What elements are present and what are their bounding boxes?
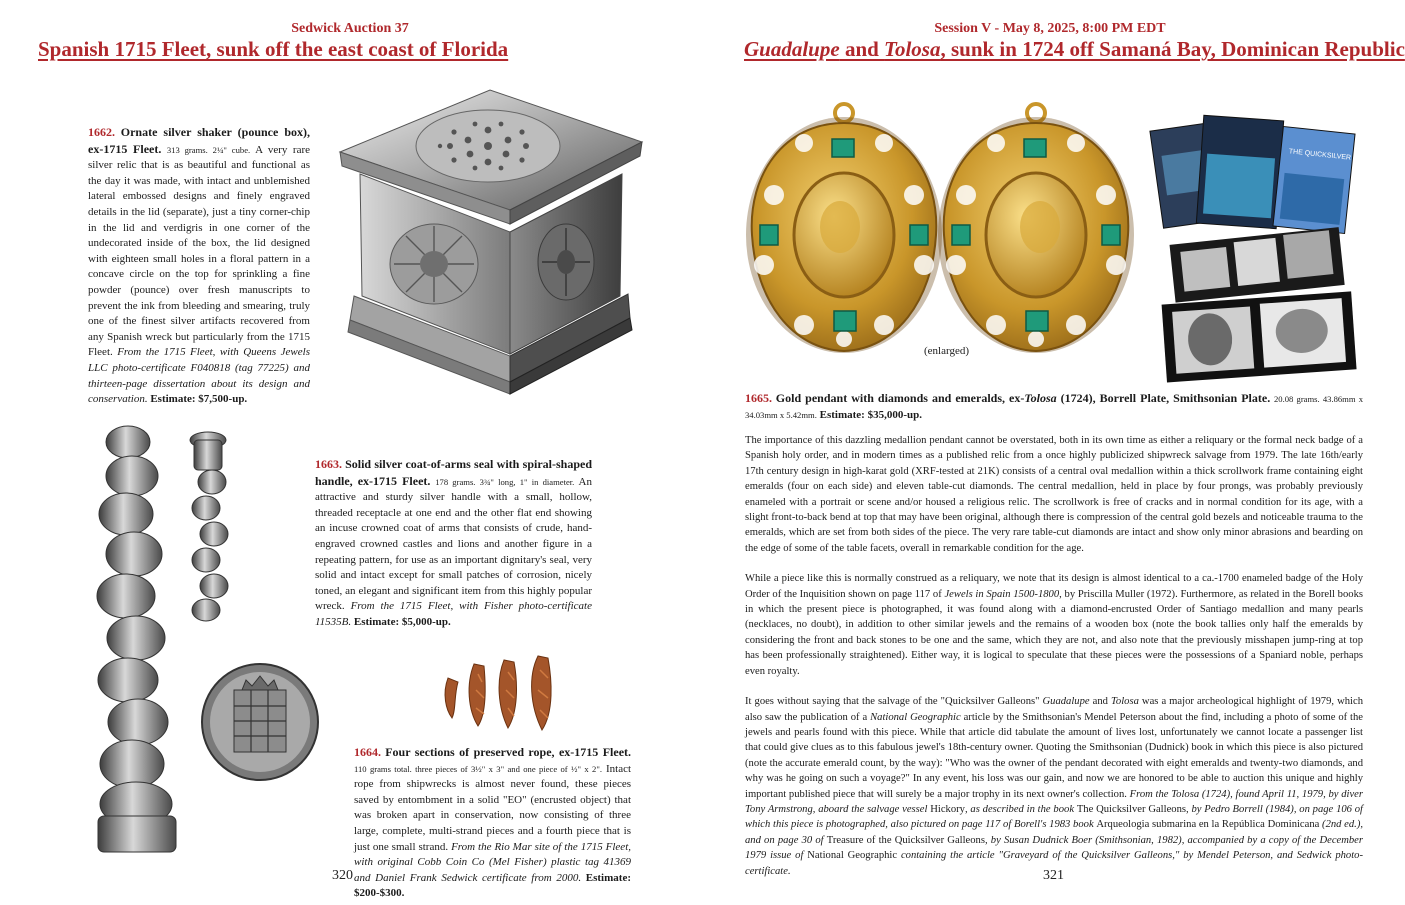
lot-provenance: From the Rio Mar site of the 1715 Fleet, with original Cobb Coin Co (Mel Fisher) plastic tag 41369 and Daniel Frank Sedwick certificate from 2000. — [354, 840, 631, 884]
ship-name: Guadalupe — [744, 37, 840, 61]
lot-1662-description — [88, 125, 310, 408]
ship-name: Tolosa — [884, 37, 941, 61]
page-number: 321 — [1043, 868, 1064, 883]
gold-pendant-images — [744, 100, 1142, 370]
pendant-back — [938, 104, 1134, 353]
lot-estimate: Estimate: $5,000-up. — [353, 615, 451, 628]
page-321 — [700, 0, 1405, 905]
auction-kicker: Sedwick Auction 37 — [291, 21, 409, 36]
open-book-photos — [1162, 227, 1357, 382]
headline-rest: , sunk in 1724 off Samaná Bay, Dominican Republic — [940, 37, 1405, 61]
lot-title: Four sections of preserved rope, ex-1715 Fleet. — [385, 745, 632, 759]
lot-1664-description — [354, 745, 631, 902]
lot-title: Solid silver coat-of-arms seal with spiral-shaped handle, ex-1715 Fleet. — [315, 457, 593, 488]
lot-estimate: Estimate: $7,500-up. — [150, 393, 248, 406]
essay-paragraph-1: The importance of this dazzling medallion pendant cannot be overstated, both in its own time as either a reliquary or the formal neck badge of a Spanish holy order, and in modern times as a published relic from a once highly publicized shipwreck salvage from 1979. The late 16th/early 17th century design in high-karat gold (XRF-tested at 21K) consists of a central oval medallion within a thick scrollwork frame containing eight emeralds (four on each side) and eleven table-cut diamonds. The central medallion, held in place by four prongs, was probably previously enameled with a portrait or scene and/or housed a religious relic. The scrollwork is free of cracks and in normal condition for its age, with a slight front-to-back bend at top that may have been original, although there is compression of the central gold bezels and noticeable trauma to the emeralds, which are set from both sides of the piece. The very rare table-cut diamonds are intact and show only minor abrasions and bearding on the edge of some of the table facets, overall in remarkable condition for the age. — [745, 435, 1363, 554]
lot-weight: 110 grams total. three pieces of 3½" x 3" and one piece of ½" x 2". — [354, 763, 602, 774]
lot-1663-description — [315, 457, 592, 631]
lot-provenance: From the 1715 Fleet, with Queens Jewels LLC photo-certificate F040818 (tag 77225) and thirteen-page dissertation about its design and conservation. — [88, 346, 310, 406]
essay-paragraph-3: It goes without saying that the salvage of the "Quicksilver Galleons" Guadalupe and Tolosa was a major archeological highlight of 1979, which also saw the publication of a National Geographic article by the Smithsonian's Mendel Peterson about the find, including a photo of some of the jewels and pearls found with this piece. While that article did tabulate the amount of lives lost, unfortunately we cannot locate a passenger list that could give clues as to this fabulous jewel's 18th-century owner. Quoting the Smithsonian (Dudnick) book in which this piece is also pictured (note the accurate emerald count, by the way): "Who was the owner of the pendant decorated with eight emeralds and twenty-two diamonds, and why was he going on such a voyage?" In any event, his loss was our gain, and now we are honored to be able to auction this unique and highly important published piece that will surely be a major trophy in its next owner's collection. From the Tolosa (1724), found April 11, 1979, by diver Tony Armstrong, aboard the salvage vessel Hickory, as described in the book The Quicksilver Galleons, by Pedro Borrell (1984), on page 106 of which this piece is photographed, also pictured on page 117 of Borell's 1983 book Arqueologia submarina en la República Dominicana (2nd ed.), and on page 30 of Treasure of the Quicksilver Galleons, by Susan Dudnick Boer (Smithsonian, 1982), accompanied by a copy of the December 1979 issue of National Geographic containing the article "Graveyard of the Quicksilver Galleons," by Mendel Peterson, and Sedwick photo-certificate. — [745, 696, 1364, 877]
reference-books-image — [1150, 112, 1391, 380]
page-320 — [0, 0, 700, 905]
lot-body: A very rare silver relic that is as beautiful and functional as the day it was made, with intact and unblemished lateral embossed designs and finely engraved details in the lid (separate), just a tiny corner-chip in the lid and verdigris in one corner of the undecorated inside of the box, the lid designed with eighteen small holes in a floral pattern in a concave circle on the top for sprinkling a fine powder (pounce) over fresh manuscripts to prevent the ink from bleeding and smearing, truly one of the finest silver artifacts recovered from any Spanish wreck but particularly from the 1715 Fleet. — [88, 143, 311, 359]
lot-number: 1662. — [88, 125, 115, 139]
lot-1665-header — [745, 391, 1363, 423]
lot-1665-essay — [745, 433, 1363, 894]
lot-weight: 20.08 grams. 43.86mm x 34.03mm x 5.42mm. — [745, 394, 1364, 420]
lot-number: 1665. — [745, 391, 772, 405]
lot-title: Gold pendant with diamonds and emeralds, ex-Tolosa (1724), Borrell Plate, Smithsonian Plate. — [775, 391, 1271, 405]
lot-estimate: Estimate: $35,000-up. — [819, 408, 922, 421]
page-number: 320 — [332, 868, 353, 883]
lot-body: Intact rope from shipwrecks is almost never found, these pieces saved by entombment in a solid "EO" (encrusted object) that was broken apart in conservation, now consisting of three large, complete, multi-strand pieces and a fourth piece that is just one small strand. — [354, 762, 632, 853]
headline-and: and — [839, 37, 885, 61]
lot-weight: 313 grams. 2¼" cube. — [166, 144, 251, 155]
lot-weight: 178 grams. 3¾" long, 1" in diameter. — [435, 476, 575, 487]
lot-title: Ornate silver shaker (pounce box), ex-1715 Fleet. — [88, 125, 311, 156]
image-caption: (enlarged) — [924, 345, 969, 357]
lot-provenance: From the 1715 Fleet, with Fisher photo-certificate 11535B. — [315, 600, 592, 628]
book-cover-title: THE QUICKSILVER GALLEONS — [1288, 148, 1391, 166]
lot-body: An attractive and sturdy silver handle with a small, hollow, threaded receptacle at one end and the other flat end showing an incuse crowned coat of arms that consists of crude, hand-engraved crowned castles and lions and another figure in a repeating pattern, for use as an important dignitary's seal, very solid and intact except for small patches of corrosion, nicely toned, an elegant and significant item from this highly popular wreck. — [315, 475, 592, 613]
lot-estimate: Estimate: $200-$300. — [354, 871, 631, 900]
preserved-rope-image — [438, 650, 578, 735]
lot-number: 1663. — [315, 457, 342, 471]
spiral-seal-handle-image — [80, 420, 280, 870]
silver-pounce-box-image — [330, 82, 650, 404]
page-headline-1715-fleet: Spanish 1715 Fleet, sunk off the east coast of Florida — [38, 37, 509, 61]
page-headline-quicksilver-galleons — [744, 37, 1405, 62]
session-kicker: Session V - May 8, 2025, 8:00 PM EDT — [934, 21, 1166, 36]
lot-number: 1664. — [354, 745, 381, 759]
book-cover-quicksilver — [1273, 127, 1391, 234]
seal-coat-of-arms-image — [198, 660, 322, 784]
essay-paragraph-2: While a piece like this is normally construed as a reliquary, we note that its design is almost identical to a ca.-1700 enameled badge of the Holy Order of the Inquisition shown on page 117 of Jewels in Spain 1500-1800, by Priscilla Muller (1972). Furthermore, as related in the Borell books in which the present piece is photographed, it was found along with a diamond-encrusted Order of Santiago medallion and many pearls (necklaces, no doubt), in addition to other similar jewels and the remains of a wooden box (note the book tallies only half the emeralds by considering the front and back stones to be one and the same, which they are not, and also note that the previously misshapen jump-ring at top has been professionally straightened). Either way, it is logical to speculate that these pieces were the possessions of a Spaniard noble, perhaps even royalty. — [745, 573, 1363, 677]
pendant-front — [746, 104, 942, 353]
book-cover-dudnick — [1196, 115, 1283, 228]
